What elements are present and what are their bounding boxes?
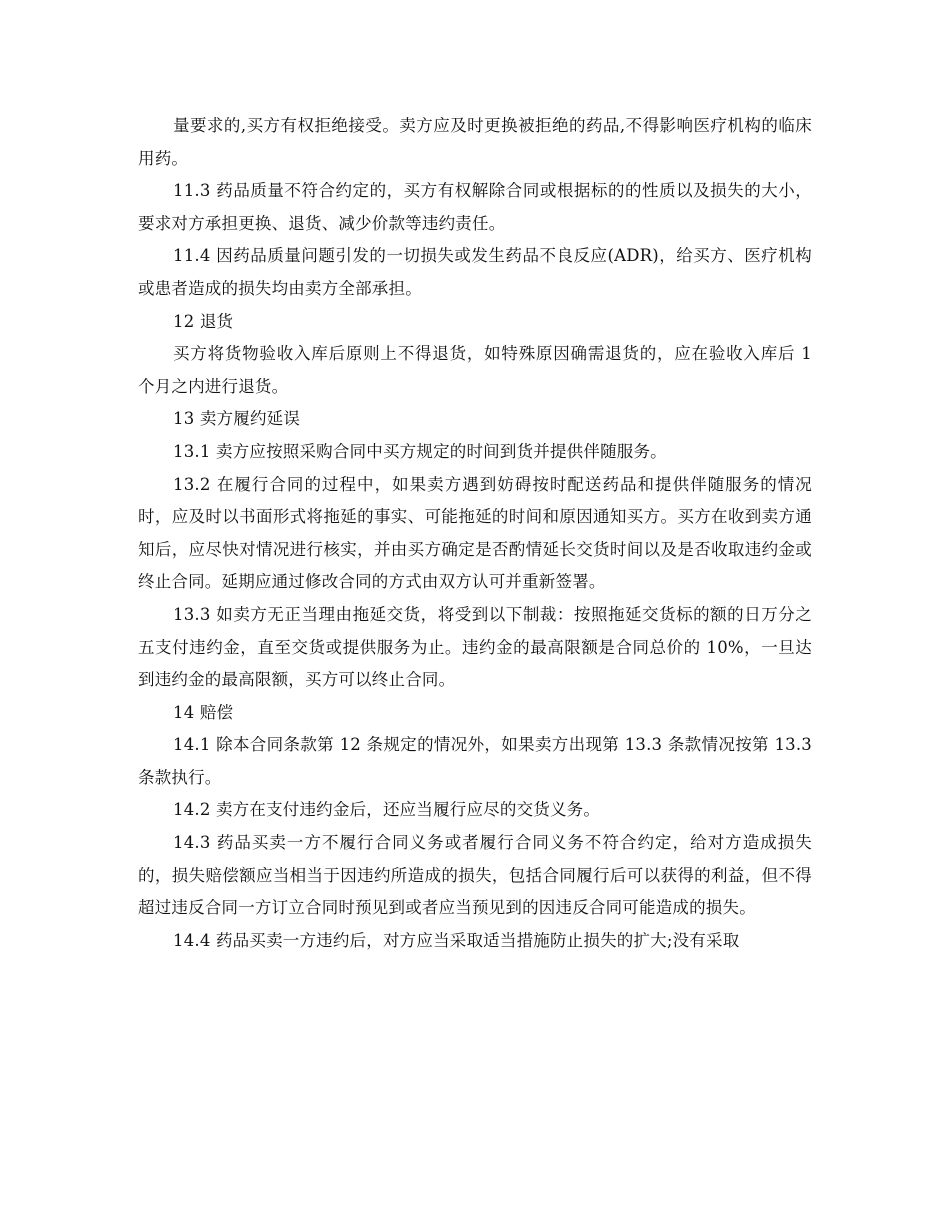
section-heading-14: 14 赔偿 xyxy=(173,702,234,722)
paragraph-13-1: 13.1 卖方应按照采购合同中买方规定的时间到货并提供伴随服务。 xyxy=(173,441,667,461)
paragraph-14-2: 14.2 卖方在支付违约金后，还应当履行应尽的交货义务。 xyxy=(173,800,601,820)
paragraph-13-2: 13.2 在履行合同的过程中，如果卖方遇到妨碍按时配送药品和提供伴随服务的情况时，应及时以书面形式将拖延的事实、可能拖延的时间和原因通知买方。买方在收到卖方通知后，应尽快对情况进行核实，并由买方确定是否酌情延长交货时间以及是否收取违约金或终止合同。延期应通过修改合同的方式由双方认可并重新签署。 xyxy=(138,474,812,592)
paragraph-12: 买方将货物验收入库后原则上不得退货，如特殊原因确需退货的，应在验收入库后 1 个月之内进行退货。 xyxy=(138,344,812,396)
document-page xyxy=(138,110,812,957)
paragraph-14-4: 14.4 药品买卖一方违约后，对方应当采取适当措施防止损失的扩大;没有采取 xyxy=(173,930,740,950)
paragraph-11-2-continued: 量要求的,买方有权拒绝接受。卖方应及时更换被拒绝的药品,不得影响医疗机构的临床用药。 xyxy=(138,116,812,168)
paragraph-14-1: 14.1 除本合同条款第 12 条规定的情况外，如果卖方出现第 13.3 条款情况按第 13.3 条款执行。 xyxy=(138,735,812,787)
section-heading-12: 12 退货 xyxy=(173,311,234,331)
paragraph-13-3: 13.3 如卖方无正当理由拖延交货，将受到以下制裁：按照拖延交货标的额的日万分之五支付违约金，直至交货或提供服务为止。违约金的最高限额是合同总价的 10%，一旦达到违约金的最高限额，买方可以终止合同。 xyxy=(138,604,812,690)
section-heading-13: 13 卖方履约延误 xyxy=(173,409,301,429)
paragraph-14-3: 14.3 药品买卖一方不履行合同义务或者履行合同义务不符合约定，给对方造成损失的，损失赔偿额应当相当于因违约所造成的损失，包括合同履行后可以获得的利益，但不得超过违反合同一方订立合同时预见到或者应当预见到的因违反合同可能造成的损失。 xyxy=(138,833,812,918)
paragraph-11-3: 11.3 药品质量不符合约定的，买方有权解除合同或根据标的的性质以及损失的大小，要求对方承担更换、退货、减少价款等违约责任。 xyxy=(138,181,812,233)
paragraph-11-4: 11.4 因药品质量问题引发的一切损失或发生药品不良反应(ADR)，给买方、医疗机构或患者造成的损失均由卖方全部承担。 xyxy=(138,246,812,298)
